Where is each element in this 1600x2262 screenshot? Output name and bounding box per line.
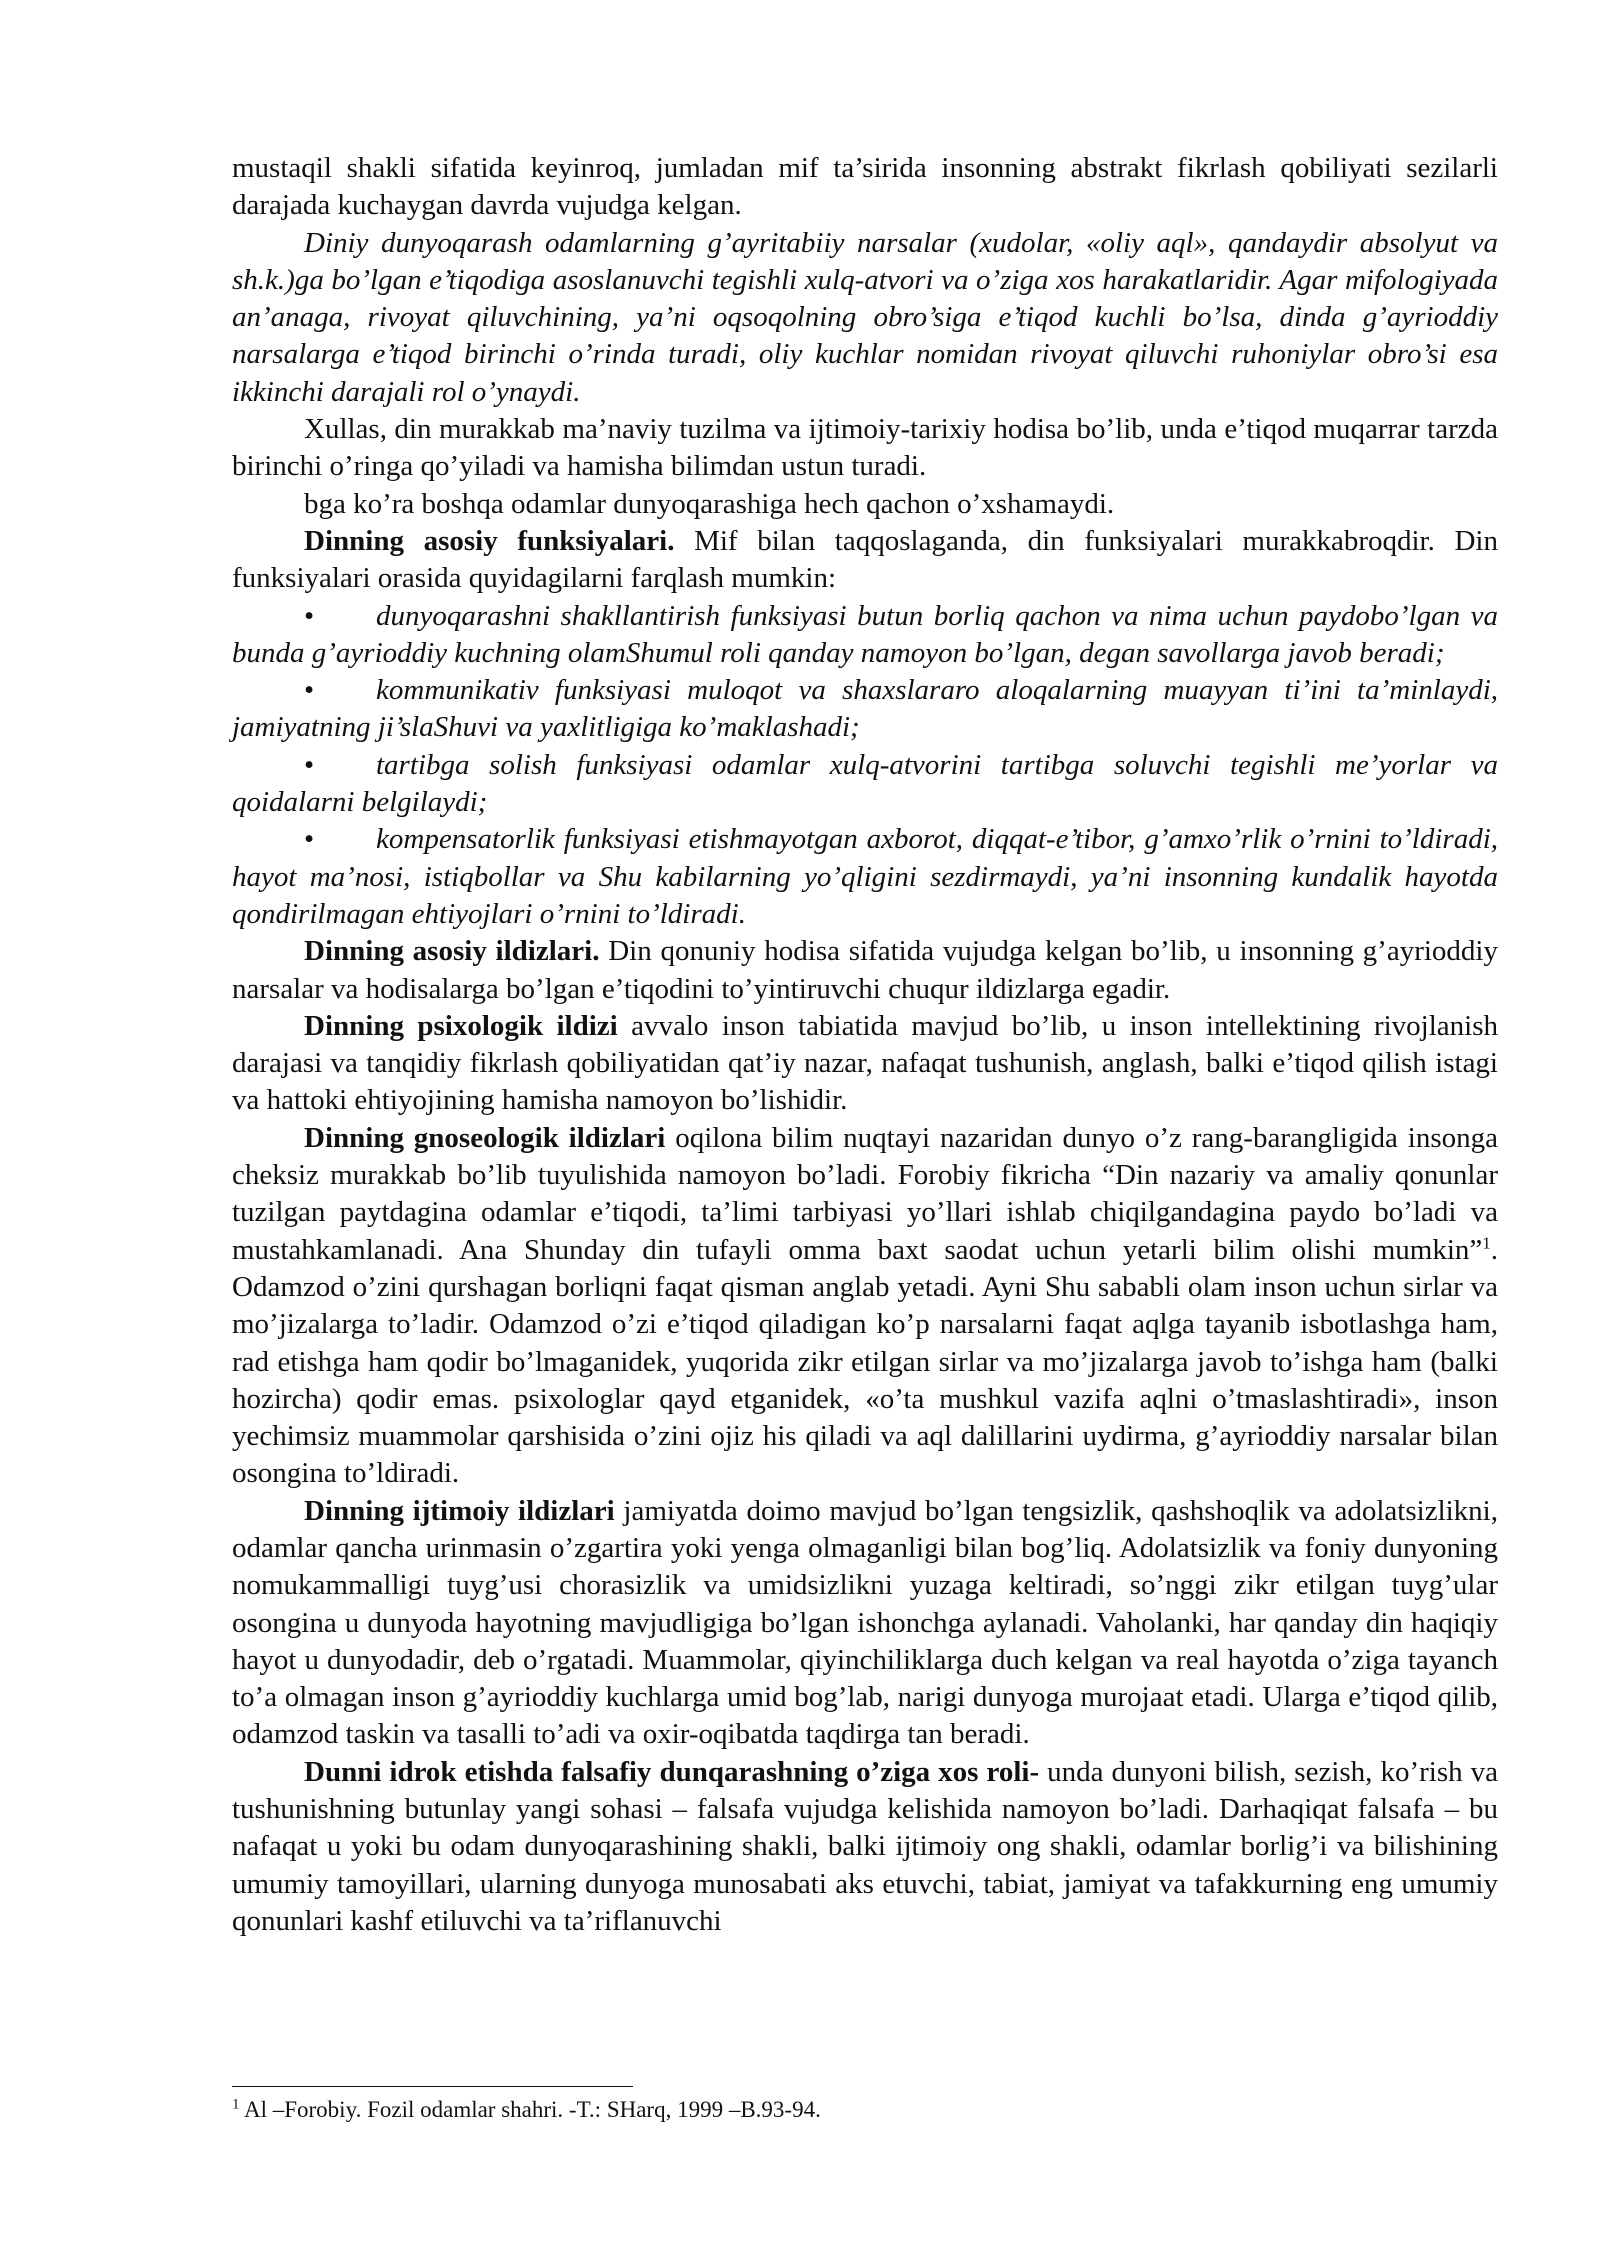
bullet-icon: • bbox=[304, 674, 315, 707]
footnote bbox=[232, 2095, 1498, 2125]
paragraph-roots bbox=[232, 933, 1498, 1008]
bullet-item-text: tartibga solish funksiyasi odamlar xulq-atvorini tartibga soluvchi tegishli me’yorlar va qoidalarni belgilaydi; bbox=[232, 748, 1498, 819]
paragraph-4: bga ko’ra boshqa odamlar dunyoqarashiga hech qachon o’xshamaydi. bbox=[304, 487, 1115, 520]
paragraph-gnoseological-roots bbox=[232, 1120, 1498, 1493]
paragraph-philosophy-role bbox=[232, 1754, 1498, 1940]
bullet-item-text: kommunikativ funksiyasi muloqot va shaxslararo aloqalarning muayyan ti’ini ta’minlaydi, jamiyatning ji’slaShuvi va yaxlitligiga ko’maklashadi; bbox=[232, 674, 1498, 744]
bullet-item-1 bbox=[232, 598, 1498, 673]
bullet-icon: • bbox=[304, 599, 315, 632]
social-roots-text: jamiyatda doimo mavjud bo’lgan tengsizlik, qashshoqlik va adolatsizlikni, odamlar qancha urinmasin o’zgartira yoki yenga olmaganligi bilan bog’liq. Adolatsizlik va foniy dunyoning nomukammalligi tuyg’usi chorasizlik va umidsizlikni yuzaga keltiradi, so’nggi zikr etilgan tuyg’ular osongina u dunyoda hayotning mavjudligiga bo’lgan ishonchga aylanadi. Vaholanki, har qanday din haqiqiy hayot u dunyodadir, deb o’rgatadi. Muammolar, qiyinchiliklarga duch kelgan va real hayotda o’ziga tayanch to’a olmagan inson g’ayrioddiy kuchlarga umid bog’lab, narigi dunyoga murojaat etadi. Ularga e’tiqod qilib, odamzod taskin va tasalli to’adi va oxir-oqibatda taqdirga tan beradi. bbox=[232, 1494, 1498, 1751]
philosophy-role-text: unda dunyoni bilish, sezish, ko’rish va tushunishning butunlay yangi sohasi – falsafa vujudga kelishida namoyon bo’ladi. Darhaqiqat falsafa – bu nafaqat u yoki bu odam dunyoqarashining shakli, balki ijtimoiy ong shakli, odamlar borlig’i va bilishining umumiy tamoyillari, ularning dunyoga munosabati aks etuvchi, tabiat, jamiyat va tafakkurning eng umumiy qonunlari kashf etiluvchi va ta’riflanuvchi bbox=[232, 1755, 1498, 1937]
paragraph-2-italic: Diniy dunyoqarash odamlarning g’ayritabiiy narsalar (xudolar, «oliy aql», qandaydir absolyut va sh.k.)ga bo’lgan e’tiqodiga asoslanuvchi tegishli xulq-atvori va o’ziga xos harakatlaridir. Agar mifologiyada an’anaga, rivoyat qiluvchining, ya’ni oqsoqolning obro’siga e’tiqod kuchli bo’lsa, dinda g’ayrioddiy narsalarga e’tiqod birinchi o’rinda turadi, oliy kuchlar nomidan rivoyat qiluvchi ruhoniylar obro’si esa ikkinchi darajali rol o’ynaydi. bbox=[232, 226, 1498, 408]
heading-roots: Dinning asosiy ildizlari. bbox=[304, 935, 600, 968]
functions-intro-text: Mif bilan taqqoslaganda, din funksiyalari murakkabroqdir. Din funksiyalari orasida quyidagilarni farqlash mumkin: bbox=[232, 524, 1498, 595]
gnoseological-roots-text-a: oqilona bilim nuqtayi nazaridan dunyo o’z rang-barangligida insonga cheksiz murakkab bo’lib tuyulishida namoyon bo’ladi. Forobiy fikricha “Din nazariy va amaliy qonunlar tuzilgan paytdagina odamlar e’tiqodi, ta’limi tarbiyasi yo’llari ishlab chiqilgandagina paydo bo’ladi va mustahkamlanadi. Ana Shunday din tufayli omma baxt saodat uchun yetarli bilim olishi mumkin” bbox=[232, 1121, 1498, 1266]
bullet-item-text: dunyoqarashni shakllantirish funksiyasi butun borliq qachon va nima uchun paydobo’lgan va bunda g’ayrioddiy kuchning olamShumul roli qanday namoyon bo’lgan, degan savollarga javob beradi; bbox=[232, 599, 1498, 669]
heading-social-roots: Dinning ijtimoiy ildizlari bbox=[304, 1494, 615, 1527]
footnote-number: 1 bbox=[232, 2096, 240, 2113]
psychological-root-text: avvalo inson tabiatida mavjud bo’lib, u inson intellektining rivojlanish darajasi va tanqidiy fikrlash qobiliyatidan qat’iy nazar, nafaqat tushunish, anglash, balki e’tiqod qilish istagi va hattoki ehtiyojining hamisha namoyon bo’lishidir. bbox=[232, 1009, 1498, 1117]
bullet-item-3 bbox=[232, 747, 1498, 822]
bullet-icon: • bbox=[304, 748, 315, 781]
paragraph-functions bbox=[232, 523, 1498, 598]
bullet-item-4 bbox=[232, 821, 1498, 933]
paragraph-3: Xullas, din murakkab ma’naviy tuzilma va ijtimoiy-tarixiy hodisa bo’lib, unda e’tiqod muqarrar tarzda birinchi o’ringa qo’yiladi va hamisha bilimdan ustun turadi. bbox=[232, 413, 1498, 483]
footnote-separator bbox=[232, 2086, 633, 2087]
heading-functions: Dinning asosiy funksiyalari. bbox=[304, 524, 675, 557]
paragraph-social-roots bbox=[232, 1493, 1498, 1754]
bullet-icon: • bbox=[304, 823, 315, 856]
bullet-item-text: kompensatorlik funksiyasi etishmayotgan axborot, diqqat-e’tibor, g’amxo’rlik o’rnini to’ldiradi, hayot ma’nosi, istiqbollar va Shu kabilarning yo’qligini sezdirmaydi, ya’ni insonning kundalik hayotda qondirilmagan ehtiyojlari o’rnini to’ldiradi. bbox=[232, 823, 1498, 930]
paragraph-1: mustaqil shakli sifatida keyinroq, jumladan mif ta’sirida insonning abstrakt fikrlash qobiliyati sezilarli darajada kuchaygan davrda vujudga kelgan. bbox=[232, 152, 1498, 222]
heading-philosophy-role: Dunni idrok etishda falsafiy dunqarashning o’ziga xos roli- bbox=[304, 1755, 1040, 1788]
gnoseological-roots-text-b: . Odamzod o’zini qurshagan borliqni faqat qisman anglab yetadi. Ayni Shu sababli olam inson uchun sirlar va mo’jizalarga to’ladir. Odamzod o’zi e’tiqod qiladigan ko’p narsalarni faqat aqlga tayanib isbotlashga ham, rad etishga ham qodir bo’lmaganidek, yuqorida zikr etilgan sirlar va mo’jizalarga javob to’ishga ham (balki hozircha) qodir emas. psixologlar qayd etganidek, «o’ta mushkul vazifa aqlni o’tmaslashtiradi», inson yechimsiz muammolar qarshisida o’zini ojiz his qiladi va aql dalillarini uydirma, g’ayrioddiy narsalar bilan osongina to’ldiradi. bbox=[232, 1233, 1498, 1490]
document-body bbox=[232, 150, 1498, 1940]
heading-gnoseological-roots: Dinning gnoseologik ildizlari bbox=[304, 1121, 666, 1154]
bullet-item-2 bbox=[232, 672, 1498, 747]
paragraph-psychological-root bbox=[232, 1008, 1498, 1120]
footnote-text: Al –Forobiy. Fozil odamlar shahri. -T.: SHarq, 1999 –B.93-94. bbox=[239, 2097, 821, 2122]
footnote-reference[interactable]: 1 bbox=[1482, 1232, 1491, 1252]
roots-text: Din qonuniy hodisa sifatida vujudga kelgan bo’lib, u insonning g’ayrioddiy narsalar va hodisalarga bo’lgan e’tiqodini to’yintiruvchi chuqur ildizlarga egadir. bbox=[232, 935, 1498, 1005]
heading-psychological-root: Dinning psixologik ildizi bbox=[304, 1009, 618, 1042]
